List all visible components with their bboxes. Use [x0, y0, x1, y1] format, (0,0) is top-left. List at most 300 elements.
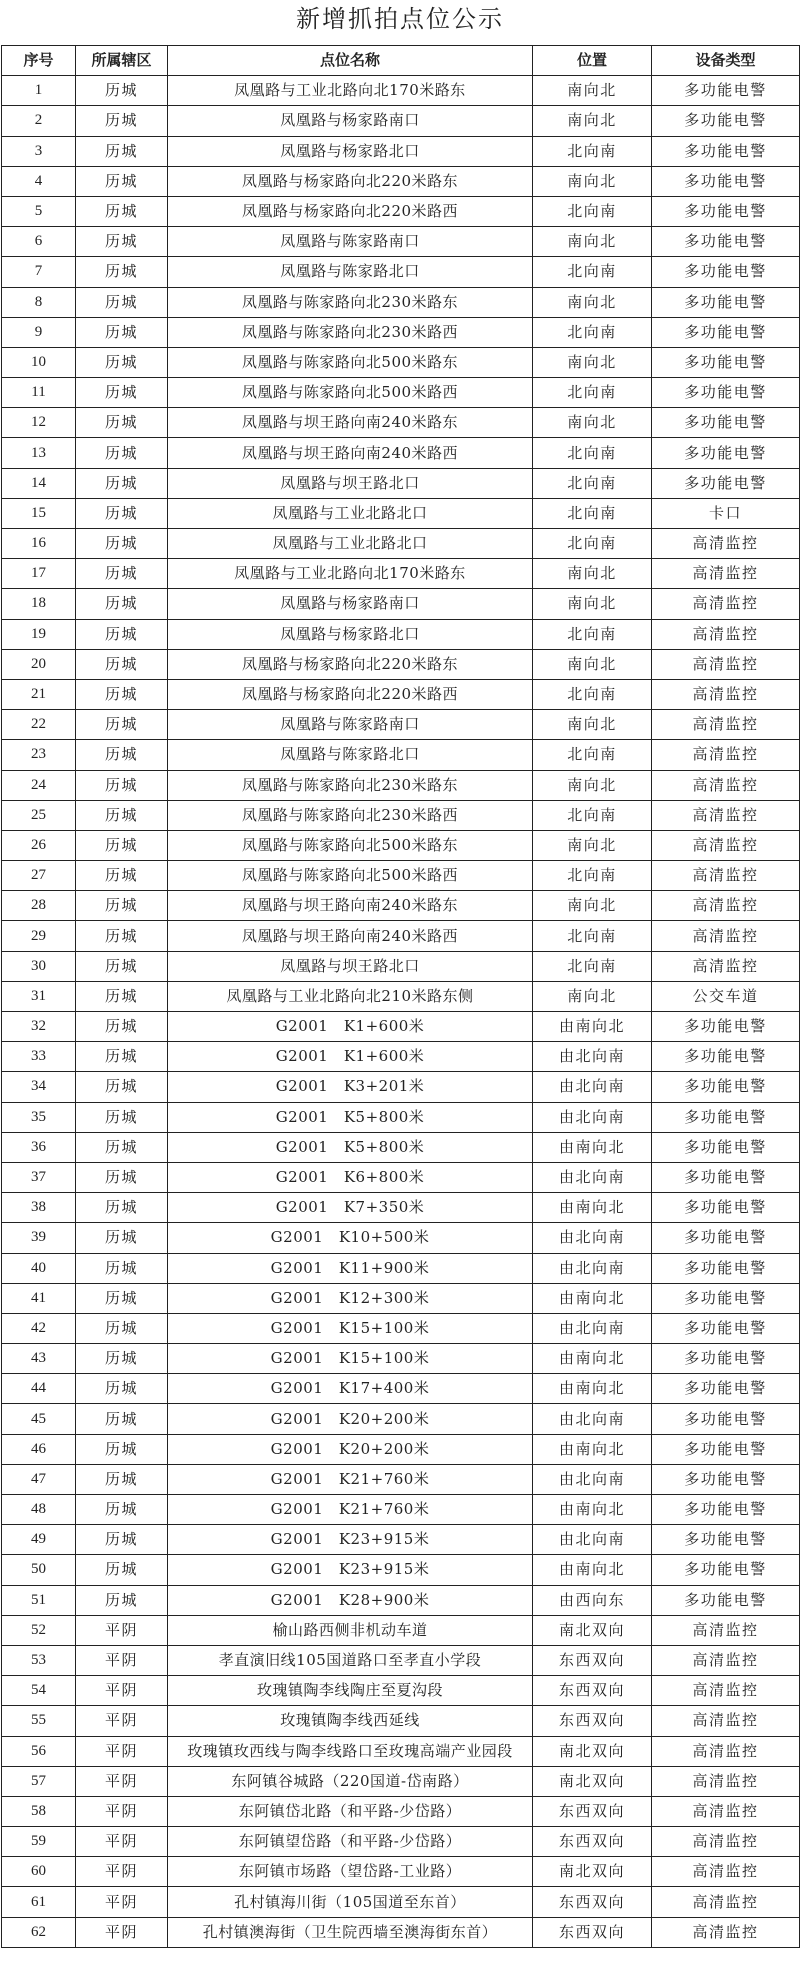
row-direction: 南向北	[533, 589, 652, 619]
row-direction: 由南向北	[533, 1344, 652, 1374]
header-location-name: 点位名称	[168, 46, 533, 76]
row-district: 历城	[76, 317, 168, 347]
row-location-name: G2001 K28+900米	[168, 1585, 533, 1615]
row-device-type: 卡口	[652, 498, 800, 528]
row-direction: 南向北	[533, 770, 652, 800]
table-row	[2, 106, 800, 136]
table-row	[2, 951, 800, 981]
table-row	[2, 1012, 800, 1042]
row-index: 38	[2, 1193, 76, 1223]
row-device-type: 多功能电警	[652, 1495, 800, 1525]
row-location-name: G2001 K20+200米	[168, 1434, 533, 1464]
row-district: 历城	[76, 498, 168, 528]
row-device-type: 多功能电警	[652, 287, 800, 317]
table-body	[2, 76, 800, 1948]
row-location-name: 凤凰路与陈家路向北230米路西	[168, 800, 533, 830]
row-district: 历城	[76, 951, 168, 981]
table-row	[2, 1555, 800, 1585]
row-district: 历城	[76, 196, 168, 226]
row-location-name: 凤凰路与工业北路向北210米路东侧	[168, 981, 533, 1011]
row-device-type: 多功能电警	[652, 166, 800, 196]
row-direction: 南向北	[533, 347, 652, 377]
row-district: 历城	[76, 106, 168, 136]
row-district: 历城	[76, 1585, 168, 1615]
row-device-type: 多功能电警	[652, 1525, 800, 1555]
row-device-type: 高清监控	[652, 800, 800, 830]
table-row	[2, 1827, 800, 1857]
row-district: 历城	[76, 679, 168, 709]
table-row	[2, 1645, 800, 1675]
row-direction: 北向南	[533, 619, 652, 649]
row-district: 历城	[76, 589, 168, 619]
row-district: 平阴	[76, 1766, 168, 1796]
row-index: 61	[2, 1887, 76, 1917]
row-device-type: 多功能电警	[652, 1464, 800, 1494]
row-direction: 由南向北	[533, 1283, 652, 1313]
row-device-type: 多功能电警	[652, 1193, 800, 1223]
row-index: 35	[2, 1102, 76, 1132]
row-direction: 东西双向	[533, 1706, 652, 1736]
row-direction: 由北向南	[533, 1313, 652, 1343]
row-location-name: G2001 K23+915米	[168, 1555, 533, 1585]
row-location-name: 孔村镇海川街（105国道至东首）	[168, 1887, 533, 1917]
row-index: 36	[2, 1132, 76, 1162]
table-row	[2, 1223, 800, 1253]
row-device-type: 高清监控	[652, 1706, 800, 1736]
row-device-type: 高清监控	[652, 1676, 800, 1706]
row-location-name: 凤凰路与工业北路北口	[168, 529, 533, 559]
row-index: 29	[2, 921, 76, 951]
row-district: 历城	[76, 1374, 168, 1404]
table-row	[2, 1042, 800, 1072]
row-index: 31	[2, 981, 76, 1011]
table-row	[2, 166, 800, 196]
row-direction: 东西双向	[533, 1645, 652, 1675]
row-device-type: 多功能电警	[652, 1404, 800, 1434]
row-device-type: 高清监控	[652, 891, 800, 921]
row-direction: 北向南	[533, 679, 652, 709]
row-device-type: 多功能电警	[652, 136, 800, 166]
row-index: 7	[2, 257, 76, 287]
row-index: 9	[2, 317, 76, 347]
row-district: 历城	[76, 227, 168, 257]
row-location-name: G2001 K23+915米	[168, 1525, 533, 1555]
row-direction: 南向北	[533, 287, 652, 317]
row-location-name: 凤凰路与陈家路向北230米路东	[168, 287, 533, 317]
row-direction: 北向南	[533, 257, 652, 287]
row-index: 4	[2, 166, 76, 196]
row-device-type: 多功能电警	[652, 1585, 800, 1615]
row-index: 22	[2, 710, 76, 740]
row-location-name: 凤凰路与陈家路南口	[168, 227, 533, 257]
row-device-type: 高清监控	[652, 1736, 800, 1766]
row-location-name: 凤凰路与陈家路南口	[168, 710, 533, 740]
row-index: 50	[2, 1555, 76, 1585]
row-district: 历城	[76, 1012, 168, 1042]
table-row	[2, 438, 800, 468]
row-device-type: 高清监控	[652, 1827, 800, 1857]
row-direction: 北向南	[533, 196, 652, 226]
row-district: 历城	[76, 891, 168, 921]
row-index: 58	[2, 1796, 76, 1826]
row-direction: 由北向南	[533, 1464, 652, 1494]
row-district: 历城	[76, 710, 168, 740]
row-device-type: 多功能电警	[652, 347, 800, 377]
row-device-type: 高清监控	[652, 1796, 800, 1826]
table-row	[2, 559, 800, 589]
table-row	[2, 1102, 800, 1132]
table-row	[2, 921, 800, 951]
row-direction: 南向北	[533, 559, 652, 589]
row-district: 历城	[76, 1072, 168, 1102]
row-district: 历城	[76, 438, 168, 468]
row-direction: 北向南	[533, 468, 652, 498]
row-device-type: 多功能电警	[652, 317, 800, 347]
row-district: 历城	[76, 559, 168, 589]
row-device-type: 多功能电警	[652, 1042, 800, 1072]
row-direction: 南向北	[533, 166, 652, 196]
row-device-type: 多功能电警	[652, 1344, 800, 1374]
row-index: 42	[2, 1313, 76, 1343]
row-district: 历城	[76, 1525, 168, 1555]
table-row	[2, 1193, 800, 1223]
row-index: 17	[2, 559, 76, 589]
row-direction: 南北双向	[533, 1766, 652, 1796]
row-location-name: 榆山路西侧非机动车道	[168, 1615, 533, 1645]
table-row	[2, 1162, 800, 1192]
row-location-name: G2001 K1+600米	[168, 1012, 533, 1042]
table-row	[2, 1464, 800, 1494]
row-district: 历城	[76, 740, 168, 770]
table-row	[2, 76, 800, 106]
row-location-name: 凤凰路与坝王路向南240米路东	[168, 408, 533, 438]
row-direction: 由西向东	[533, 1585, 652, 1615]
row-device-type: 高清监控	[652, 1857, 800, 1887]
row-direction: 北向南	[533, 317, 652, 347]
row-district: 平阴	[76, 1736, 168, 1766]
table-row	[2, 770, 800, 800]
row-location-name: 凤凰路与坝王路北口	[168, 468, 533, 498]
row-device-type: 高清监控	[652, 1615, 800, 1645]
row-district: 历城	[76, 1313, 168, 1343]
row-direction: 北向南	[533, 800, 652, 830]
row-location-name: G2001 K11+900米	[168, 1253, 533, 1283]
row-direction: 东西双向	[533, 1827, 652, 1857]
row-location-name: G2001 K6+800米	[168, 1162, 533, 1192]
row-index: 40	[2, 1253, 76, 1283]
table-row	[2, 378, 800, 408]
table-row	[2, 1495, 800, 1525]
row-location-name: G2001 K21+760米	[168, 1495, 533, 1525]
row-direction: 北向南	[533, 498, 652, 528]
row-district: 历城	[76, 347, 168, 377]
row-district: 历城	[76, 1404, 168, 1434]
row-direction: 由南向北	[533, 1374, 652, 1404]
row-location-name: 凤凰路与杨家路南口	[168, 589, 533, 619]
row-district: 历城	[76, 800, 168, 830]
row-district: 平阴	[76, 1796, 168, 1826]
row-device-type: 多功能电警	[652, 196, 800, 226]
row-direction: 北向南	[533, 740, 652, 770]
table-row	[2, 1313, 800, 1343]
row-direction: 由北向南	[533, 1525, 652, 1555]
row-index: 33	[2, 1042, 76, 1072]
row-location-name: 凤凰路与坝王路北口	[168, 951, 533, 981]
camera-locations-table	[1, 45, 800, 1948]
row-index: 16	[2, 529, 76, 559]
row-direction: 由北向南	[533, 1102, 652, 1132]
row-district: 历城	[76, 1464, 168, 1494]
row-device-type: 高清监控	[652, 921, 800, 951]
row-district: 历城	[76, 921, 168, 951]
row-device-type: 高清监控	[652, 589, 800, 619]
row-direction: 由南向北	[533, 1555, 652, 1585]
row-device-type: 高清监控	[652, 619, 800, 649]
row-district: 历城	[76, 1223, 168, 1253]
row-index: 54	[2, 1676, 76, 1706]
table-row	[2, 679, 800, 709]
table-row	[2, 1374, 800, 1404]
row-district: 平阴	[76, 1706, 168, 1736]
row-district: 历城	[76, 1555, 168, 1585]
row-index: 24	[2, 770, 76, 800]
row-device-type: 高清监控	[652, 740, 800, 770]
row-index: 49	[2, 1525, 76, 1555]
row-location-name: 东阿镇谷城路（220国道-岱南路）	[168, 1766, 533, 1796]
row-direction: 北向南	[533, 861, 652, 891]
row-location-name: 凤凰路与陈家路北口	[168, 257, 533, 287]
table-row	[2, 468, 800, 498]
page-title: 新增抓拍点位公示	[296, 5, 504, 33]
row-index: 59	[2, 1827, 76, 1857]
row-device-type: 高清监控	[652, 559, 800, 589]
row-index: 25	[2, 800, 76, 830]
row-district: 平阴	[76, 1827, 168, 1857]
row-location-name: 凤凰路与杨家路南口	[168, 106, 533, 136]
row-district: 历城	[76, 830, 168, 860]
row-device-type: 多功能电警	[652, 76, 800, 106]
row-index: 52	[2, 1615, 76, 1645]
row-device-type: 高清监控	[652, 679, 800, 709]
row-location-name: G2001 K21+760米	[168, 1464, 533, 1494]
row-direction: 东西双向	[533, 1917, 652, 1947]
row-district: 历城	[76, 1042, 168, 1072]
row-district: 历城	[76, 468, 168, 498]
row-index: 44	[2, 1374, 76, 1404]
header-device-type: 设备类型	[652, 46, 800, 76]
row-district: 历城	[76, 1253, 168, 1283]
row-direction: 东西双向	[533, 1887, 652, 1917]
table-row	[2, 619, 800, 649]
table-row	[2, 227, 800, 257]
table-row	[2, 740, 800, 770]
row-district: 历城	[76, 136, 168, 166]
row-location-name: 凤凰路与坝王路向南240米路西	[168, 921, 533, 951]
header-district: 所属辖区	[76, 46, 168, 76]
row-district: 平阴	[76, 1615, 168, 1645]
table-header-row	[2, 46, 800, 76]
row-location-name: 凤凰路与陈家路向北230米路西	[168, 317, 533, 347]
row-index: 28	[2, 891, 76, 921]
table-row	[2, 1404, 800, 1434]
row-index: 15	[2, 498, 76, 528]
row-district: 历城	[76, 76, 168, 106]
row-index: 43	[2, 1344, 76, 1374]
row-index: 14	[2, 468, 76, 498]
row-location-name: 玫瑰镇玫西线与陶李线路口至玫瑰高端产业园段	[168, 1736, 533, 1766]
row-district: 历城	[76, 770, 168, 800]
row-location-name: G2001 K12+300米	[168, 1283, 533, 1313]
row-district: 历城	[76, 619, 168, 649]
row-direction: 南向北	[533, 649, 652, 679]
table-row	[2, 800, 800, 830]
row-direction: 由南向北	[533, 1434, 652, 1464]
row-location-name: 凤凰路与工业北路向北170米路东	[168, 559, 533, 589]
row-device-type: 多功能电警	[652, 1223, 800, 1253]
table-row	[2, 1283, 800, 1313]
row-index: 62	[2, 1917, 76, 1947]
row-district: 历城	[76, 287, 168, 317]
row-index: 30	[2, 951, 76, 981]
row-device-type: 高清监控	[652, 1645, 800, 1675]
row-device-type: 高清监控	[652, 649, 800, 679]
row-device-type: 高清监控	[652, 951, 800, 981]
row-direction: 北向南	[533, 378, 652, 408]
row-index: 12	[2, 408, 76, 438]
row-location-name: G2001 K10+500米	[168, 1223, 533, 1253]
row-index: 18	[2, 589, 76, 619]
table-row	[2, 710, 800, 740]
table-row	[2, 649, 800, 679]
row-index: 32	[2, 1012, 76, 1042]
row-index: 34	[2, 1072, 76, 1102]
table-row	[2, 981, 800, 1011]
row-index: 1	[2, 76, 76, 106]
row-direction: 南北双向	[533, 1857, 652, 1887]
row-index: 5	[2, 196, 76, 226]
row-district: 历城	[76, 378, 168, 408]
row-index: 46	[2, 1434, 76, 1464]
table-row	[2, 1917, 800, 1947]
row-index: 57	[2, 1766, 76, 1796]
row-district: 平阴	[76, 1857, 168, 1887]
row-district: 历城	[76, 166, 168, 196]
row-location-name: 凤凰路与杨家路北口	[168, 619, 533, 649]
row-device-type: 多功能电警	[652, 1132, 800, 1162]
table-row	[2, 1585, 800, 1615]
row-location-name: 玫瑰镇陶李线陶庄至夏沟段	[168, 1676, 533, 1706]
table-row	[2, 136, 800, 166]
row-direction: 北向南	[533, 951, 652, 981]
table-row	[2, 498, 800, 528]
table-row	[2, 830, 800, 860]
row-index: 45	[2, 1404, 76, 1434]
row-device-type: 高清监控	[652, 1766, 800, 1796]
row-index: 41	[2, 1283, 76, 1313]
row-device-type: 高清监控	[652, 529, 800, 559]
row-location-name: 凤凰路与陈家路向北500米路东	[168, 347, 533, 377]
row-direction: 南向北	[533, 981, 652, 1011]
row-direction: 由北向南	[533, 1072, 652, 1102]
row-location-name: 东阿镇岱北路（和平路-少岱路）	[168, 1796, 533, 1826]
row-index: 6	[2, 227, 76, 257]
row-location-name: 凤凰路与坝王路向南240米路东	[168, 891, 533, 921]
row-index: 48	[2, 1495, 76, 1525]
row-index: 20	[2, 649, 76, 679]
row-location-name: G2001 K15+100米	[168, 1313, 533, 1343]
row-district: 历城	[76, 649, 168, 679]
row-direction: 东西双向	[533, 1676, 652, 1706]
row-direction: 北向南	[533, 529, 652, 559]
table-row	[2, 1434, 800, 1464]
row-location-name: G2001 K5+800米	[168, 1102, 533, 1132]
row-location-name: 凤凰路与坝王路向南240米路西	[168, 438, 533, 468]
row-location-name: G2001 K3+201米	[168, 1072, 533, 1102]
row-location-name: 凤凰路与杨家路向北220米路西	[168, 679, 533, 709]
row-district: 历城	[76, 408, 168, 438]
row-location-name: G2001 K1+600米	[168, 1042, 533, 1072]
row-device-type: 多功能电警	[652, 106, 800, 136]
header-index: 序号	[2, 46, 76, 76]
table-row	[2, 529, 800, 559]
row-index: 8	[2, 287, 76, 317]
row-direction: 由北向南	[533, 1404, 652, 1434]
row-index: 39	[2, 1223, 76, 1253]
table-row	[2, 1676, 800, 1706]
row-location-name: 凤凰路与杨家路向北220米路西	[168, 196, 533, 226]
row-direction: 由北向南	[533, 1042, 652, 1072]
row-index: 10	[2, 347, 76, 377]
table-row	[2, 1253, 800, 1283]
row-direction: 北向南	[533, 136, 652, 166]
row-direction: 南向北	[533, 408, 652, 438]
row-device-type: 高清监控	[652, 1917, 800, 1947]
row-location-name: G2001 K7+350米	[168, 1193, 533, 1223]
table-row	[2, 257, 800, 287]
row-index: 60	[2, 1857, 76, 1887]
row-device-type: 多功能电警	[652, 1283, 800, 1313]
row-index: 2	[2, 106, 76, 136]
row-device-type: 多功能电警	[652, 257, 800, 287]
row-direction: 南向北	[533, 76, 652, 106]
table-row	[2, 861, 800, 891]
row-district: 历城	[76, 981, 168, 1011]
row-location-name: 凤凰路与杨家路向北220米路东	[168, 166, 533, 196]
row-device-type: 多功能电警	[652, 1253, 800, 1283]
table-row	[2, 1736, 800, 1766]
row-district: 历城	[76, 1102, 168, 1132]
row-location-name: G2001 K20+200米	[168, 1404, 533, 1434]
table-row	[2, 1132, 800, 1162]
row-direction: 南向北	[533, 891, 652, 921]
row-device-type: 多功能电警	[652, 1162, 800, 1192]
table-row	[2, 1857, 800, 1887]
table-row	[2, 317, 800, 347]
row-district: 平阴	[76, 1645, 168, 1675]
row-direction: 由北向南	[533, 1253, 652, 1283]
row-location-name: 凤凰路与工业北路向北170米路东	[168, 76, 533, 106]
row-location-name: 东阿镇望岱路（和平路-少岱路）	[168, 1827, 533, 1857]
row-direction: 由北向南	[533, 1162, 652, 1192]
row-device-type: 多功能电警	[652, 1012, 800, 1042]
row-location-name: G2001 K5+800米	[168, 1132, 533, 1162]
row-index: 56	[2, 1736, 76, 1766]
row-index: 53	[2, 1645, 76, 1675]
row-district: 历城	[76, 1162, 168, 1192]
table-row	[2, 1344, 800, 1374]
table-row	[2, 347, 800, 377]
row-location-name: 凤凰路与工业北路北口	[168, 498, 533, 528]
